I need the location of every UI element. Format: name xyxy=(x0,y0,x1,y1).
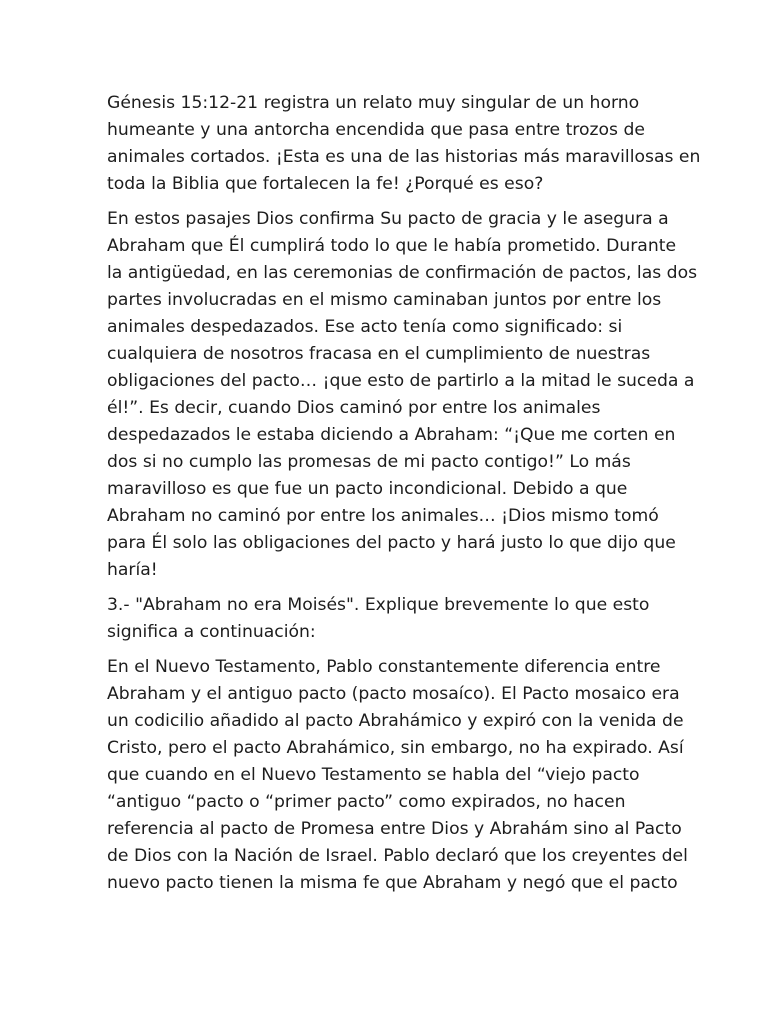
text-line: humeante y una antorcha encendida que pasa entre trozos de xyxy=(107,120,645,140)
text-line: que cuando en el Nuevo Testamento se habla del “viejo pacto xyxy=(107,765,640,785)
text-line: dos si no cumplo las promesas de mi pacto contigo!” Lo más xyxy=(107,452,631,472)
text-line: la antigüedad, en las ceremonias de confirmación de pactos, las dos xyxy=(107,263,698,283)
text-line: un codicilio añadido al pacto Abrahámico y expiró con la venida de xyxy=(107,711,684,731)
text-line: “antiguo “pacto o “primer pacto” como expirados, no hacen xyxy=(107,792,626,812)
text-line: haría! xyxy=(107,560,158,580)
text-line: partes involucradas en el mismo caminaban juntos por entre los xyxy=(107,290,662,310)
text-line: referencia al pacto de Promesa entre Dios y Abrahám sino al Pacto xyxy=(107,819,682,839)
text-line: Génesis 15:12-21 registra un relato muy singular de un horno xyxy=(107,93,640,113)
text-line: animales despedazados. Ese acto tenía como significado: si xyxy=(107,317,623,337)
paragraph-genesis-intro xyxy=(107,90,728,198)
text-line: cualquiera de nosotros fracasa en el cumplimiento de nuestras xyxy=(107,344,651,364)
text-line: maravilloso es que fue un pacto incondicional. Debido a que xyxy=(107,479,628,499)
text-line: Abraham que Él cumplirá todo lo que le había prometido. Durante xyxy=(107,236,677,256)
text-line: En el Nuevo Testamento, Pablo constantemente diferencia entre xyxy=(107,657,661,677)
text-line: Cristo, pero el pacto Abrahámico, sin embargo, no ha expirado. Así xyxy=(107,738,684,758)
text-line: para Él solo las obligaciones del pacto y hará justo lo que dijo que xyxy=(107,533,676,553)
paragraph-question-3 xyxy=(107,592,728,646)
text-line: Abraham y el antiguo pacto (pacto mosaíco). El Pacto mosaico era xyxy=(107,684,680,704)
text-line: significa a continuación: xyxy=(107,622,316,642)
text-line: él!”. Es decir, cuando Dios caminó por entre los animales xyxy=(107,398,601,418)
text-line: animales cortados. ¡Esta es una de las historias más maravillosas en xyxy=(107,147,701,167)
paragraph-new-testament xyxy=(107,654,728,897)
text-line: nuevo pacto tienen la misma fe que Abraham y negó que el pacto xyxy=(107,873,678,893)
text-line: despedazados le estaba diciendo a Abraham: “¡Que me corten en xyxy=(107,425,676,445)
text-line: 3.- "Abraham no era Moisés". Explique brevemente lo que esto xyxy=(107,595,650,615)
text-line: toda la Biblia que fortalecen la fe! ¿Porqué es eso? xyxy=(107,174,544,194)
text-line: de Dios con la Nación de Israel. Pablo declaró que los creyentes del xyxy=(107,846,688,866)
text-line: Abraham no caminó por entre los animales… ¡Dios mismo tomó xyxy=(107,506,659,526)
text-line: En estos pasajes Dios confirma Su pacto de gracia y le asegura a xyxy=(107,209,669,229)
paragraph-covenant-explanation xyxy=(107,206,728,584)
text-line: obligaciones del pacto… ¡que esto de partirlo a la mitad le suceda a xyxy=(107,371,695,391)
